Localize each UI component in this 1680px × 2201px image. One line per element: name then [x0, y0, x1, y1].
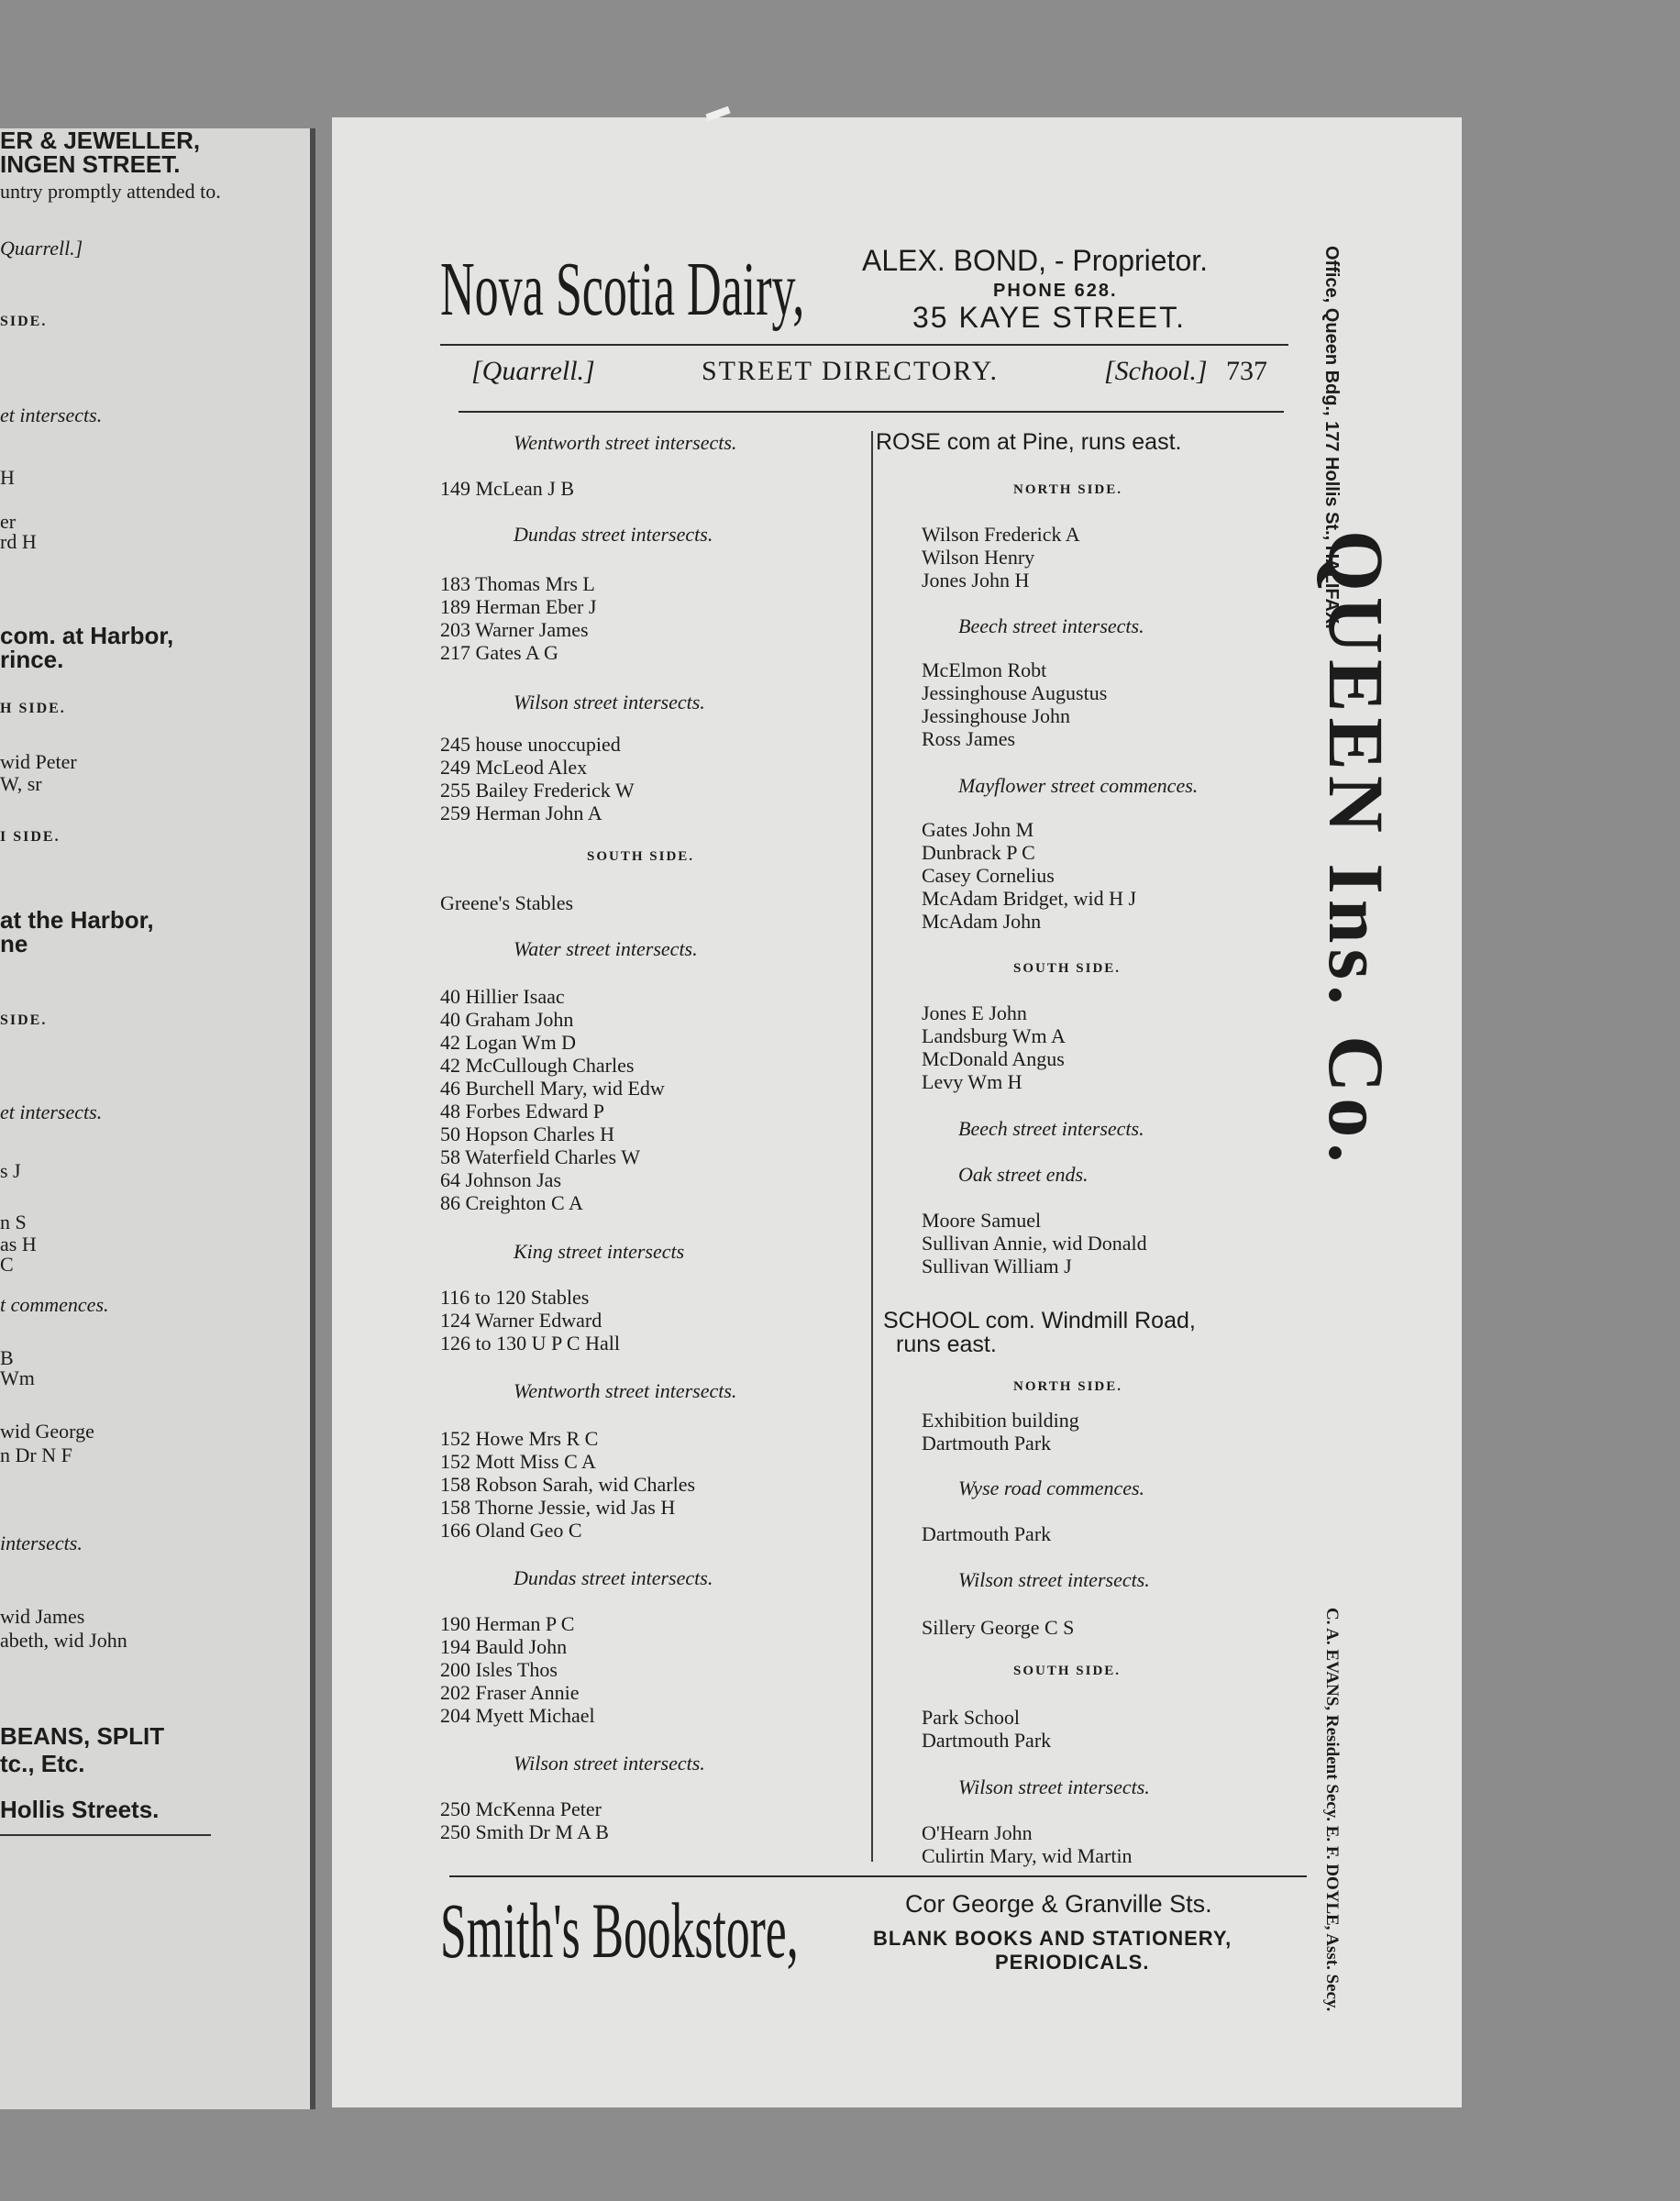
right-resident: Sullivan Annie, wid Donald [922, 1232, 1147, 1255]
prev-page-line: et intersects. [0, 1100, 103, 1123]
left-resident: 64 Johnson Jas [440, 1168, 562, 1191]
prev-page-line: Hollis Streets. [0, 1796, 160, 1823]
left-resident: 202 Fraser Annie [440, 1681, 580, 1704]
prev-page-line: et intersects. [0, 404, 103, 426]
prev-page-line: rd H [0, 530, 37, 553]
right-resident: Jones John H [922, 569, 1030, 592]
right-resident: Wilson Frederick A [922, 523, 1080, 546]
left-resident: Greene's Stables [440, 891, 574, 914]
right-resident: McAdam Bridget, wid H J [922, 887, 1137, 910]
left-resident: 250 McKenna Peter [440, 1797, 602, 1820]
page-number: 737 [1226, 356, 1267, 386]
left-resident: 48 Forbes Edward P [440, 1100, 605, 1123]
top-ad-rule [440, 344, 1288, 346]
left-resident: 116 to 120 Stables [440, 1286, 590, 1309]
right-cross-street: Wyse road commences. [958, 1477, 1145, 1499]
prev-page-line: B [0, 1346, 14, 1369]
left-cross-street: Wilson street intersects. [514, 691, 705, 713]
prev-page-line: untry promptly attended to. [0, 180, 221, 203]
left-resident: 200 Isles Thos [440, 1658, 558, 1681]
right-resident: Wilson Henry [922, 546, 1035, 569]
right-resident: Gates John M [922, 818, 1034, 841]
left-resident: 126 to 130 U P C Hall [440, 1332, 620, 1355]
right-resident: Jessinghouse John [922, 704, 1070, 727]
right-resident: Culirtin Mary, wid Martin [922, 1844, 1133, 1867]
right-resident: Jones E John [922, 1001, 1027, 1024]
prev-page-line: er [0, 510, 17, 533]
right-resident: Dunbrack P C [922, 841, 1035, 864]
dairy-address: 35 KAYE STREET. [912, 301, 1186, 334]
prev-page-rule [0, 1834, 211, 1836]
prev-page-line: ER & JEWELLER, [0, 128, 201, 154]
left-resident: 152 Howe Mrs R C [440, 1427, 599, 1450]
right-resident: Sillery George C S [922, 1616, 1075, 1639]
right-cross-street: Beech street intersects. [958, 1117, 1144, 1140]
left-resident: 183 Thomas Mrs L [440, 572, 595, 595]
insurance-office-address: Office, Queen Bdg., 177 Hollis St., HALIFAX. [1321, 246, 1342, 629]
left-cross-street: Dundas street intersects. [514, 1566, 713, 1589]
right-resident: Dartmouth Park [922, 1522, 1052, 1545]
left-resident: 58 Waterfield Charles W [440, 1145, 640, 1168]
prev-page-line: wid Peter [0, 750, 77, 773]
left-resident: 86 Creighton C A [440, 1191, 583, 1214]
left-resident: 190 Herman P C [440, 1612, 575, 1635]
prev-page-line: ne [0, 930, 28, 957]
prev-page-line: INGEN STREET. [0, 150, 181, 178]
left-resident: 152 Mott Miss C A [440, 1450, 596, 1473]
right-resident: Exhibition building [922, 1409, 1079, 1432]
left-resident: 204 Myett Michael [440, 1704, 595, 1727]
prev-page-line: Quarrell.] [0, 237, 83, 260]
left-resident: 189 Herman Eber J [440, 595, 597, 618]
left-resident: 158 Robson Sarah, wid Charles [440, 1473, 696, 1496]
prev-page-line: BEANS, SPLIT [0, 1722, 165, 1750]
left-cross-street: King street intersects [514, 1240, 685, 1263]
right-resident: McDonald Angus [922, 1047, 1065, 1070]
bookstore-name: Smith's Bookstore, [440, 1886, 799, 1974]
right-cross-street: Beech street intersects. [958, 614, 1144, 637]
left-resident: 40 Hillier Isaac [440, 985, 565, 1008]
prev-page-line: com. at Harbor, [0, 622, 174, 649]
prev-page-line: abeth, wid John [0, 1629, 127, 1652]
prev-page-line: n Dr N F [0, 1443, 72, 1466]
left-resident: 255 Bailey Frederick W [440, 779, 635, 802]
prev-page-line: wid George [0, 1420, 94, 1443]
prev-page-line: H [0, 466, 15, 489]
right-side-label: NORTH SIDE. [1013, 482, 1122, 497]
prev-page-line: as H [0, 1233, 37, 1255]
left-cross-street: Dundas street intersects. [514, 523, 713, 546]
right-side-label: NORTH SIDE. [1013, 1379, 1122, 1394]
right-resident: Ross James [922, 727, 1016, 750]
right-resident: Park School [922, 1706, 1020, 1729]
prev-page-line: rince. [0, 646, 64, 673]
right-resident: Sullivan William J [922, 1255, 1072, 1277]
right-street-heading: runs east. [896, 1332, 997, 1357]
header-left: [Quarrell.] [471, 356, 595, 386]
dairy-proprietor: ALEX. BOND, - Proprietor. [862, 244, 1209, 277]
left-resident: 40 Graham John [440, 1008, 574, 1031]
prev-page-line: intersects. [0, 1532, 83, 1554]
bookstore-advertisement [440, 1885, 1321, 1995]
header-rule [459, 411, 1284, 413]
dairy-name: Nova Scotia Dairy, [440, 247, 805, 332]
insurance-company-name: QUEEN Ins. Co. [1312, 530, 1400, 1168]
right-resident: Moore Samuel [922, 1209, 1042, 1232]
left-resident: 194 Bauld John [440, 1635, 568, 1658]
right-resident: O'Hearn John [922, 1821, 1033, 1844]
left-resident: 259 Herman John A [440, 802, 602, 824]
header-title: STREET DIRECTORY. [702, 356, 1000, 386]
insurance-agents: C. A. EVANS, Resident Secy. E. F. DOYLE, Asst. Secy. [1322, 1608, 1342, 2012]
right-resident: McElmon Robt [922, 658, 1047, 681]
left-resident: 124 Warner Edward [440, 1309, 602, 1332]
header-right: [School.] [1104, 356, 1208, 386]
insurance-advertisement [1312, 246, 1400, 2012]
left-cross-street: Wentworth street intersects. [514, 1379, 737, 1402]
dairy-advertisement [440, 238, 1302, 344]
left-resident: 50 Hopson Charles H [440, 1123, 615, 1145]
left-side-label: SOUTH SIDE. [587, 849, 695, 864]
previous-page-fragment [0, 128, 315, 2109]
right-street-heading: ROSE com at Pine, runs east. [876, 429, 1182, 455]
bookstore-periodicals: PERIODICALS. [995, 1951, 1150, 1974]
prev-page-line: H SIDE. [0, 701, 66, 716]
left-resident: 249 McLeod Alex [440, 756, 588, 779]
prev-page-line: tc., Etc. [0, 1750, 85, 1777]
right-resident: Dartmouth Park [922, 1729, 1052, 1752]
prev-page-line: SIDE. [0, 314, 48, 329]
bookstore-address: Cor George & Granville Sts. [905, 1890, 1212, 1918]
prev-page-line: SIDE. [0, 1012, 48, 1028]
left-cross-street: Water street intersects. [514, 937, 698, 960]
right-cross-street: Wilson street intersects. [958, 1568, 1150, 1591]
prev-page-line: n S [0, 1211, 27, 1233]
right-cross-street: Oak street ends. [958, 1163, 1089, 1186]
right-resident: Levy Wm H [922, 1070, 1022, 1093]
left-resident: 158 Thorne Jessie, wid Jas H [440, 1496, 676, 1519]
column-divider [871, 431, 873, 1862]
left-resident: 245 house unoccupied [440, 733, 621, 756]
left-resident: 42 Logan Wm D [440, 1031, 577, 1054]
prev-page-line: wid James [0, 1605, 85, 1628]
right-street-heading: SCHOOL com. Windmill Road, [883, 1308, 1196, 1333]
prev-page-line: t commences. [0, 1293, 109, 1316]
left-resident: 149 McLean J B [440, 477, 575, 500]
bookstore-products: BLANK BOOKS AND STATIONERY, [873, 1927, 1232, 1950]
right-resident: Casey Cornelius [922, 864, 1055, 887]
right-side-label: SOUTH SIDE. [1013, 1664, 1122, 1678]
left-resident: 217 Gates A G [440, 641, 558, 664]
right-cross-street: Wilson street intersects. [958, 1775, 1150, 1798]
left-resident: 203 Warner James [440, 618, 589, 641]
left-resident: 250 Smith Dr M A B [440, 1820, 609, 1843]
bottom-ad-rule [449, 1875, 1307, 1877]
right-resident: McAdam John [922, 910, 1042, 933]
prev-page-line: I SIDE. [0, 829, 61, 845]
left-resident: 46 Burchell Mary, wid Edw [440, 1077, 665, 1100]
prev-page-line: C [0, 1253, 14, 1276]
left-cross-street: Wilson street intersects. [514, 1752, 705, 1775]
dairy-phone: PHONE 628. [993, 281, 1118, 301]
prev-page-line: Wm [0, 1366, 35, 1389]
prev-page-line: at the Harbor, [0, 906, 154, 934]
right-resident: Dartmouth Park [922, 1432, 1052, 1454]
right-resident: Landsburg Wm A [922, 1024, 1066, 1047]
left-resident: 42 McCullough Charles [440, 1054, 635, 1077]
prev-page-line: W, sr [0, 772, 42, 795]
left-cross-street: Wentworth street intersects. [514, 431, 737, 454]
left-resident: 166 Oland Geo C [440, 1519, 582, 1542]
right-resident: Jessinghouse Augustus [922, 681, 1108, 704]
right-side-label: SOUTH SIDE. [1013, 961, 1122, 976]
right-cross-street: Mayflower street commences. [958, 774, 1199, 797]
prev-page-line: s J [0, 1159, 21, 1182]
